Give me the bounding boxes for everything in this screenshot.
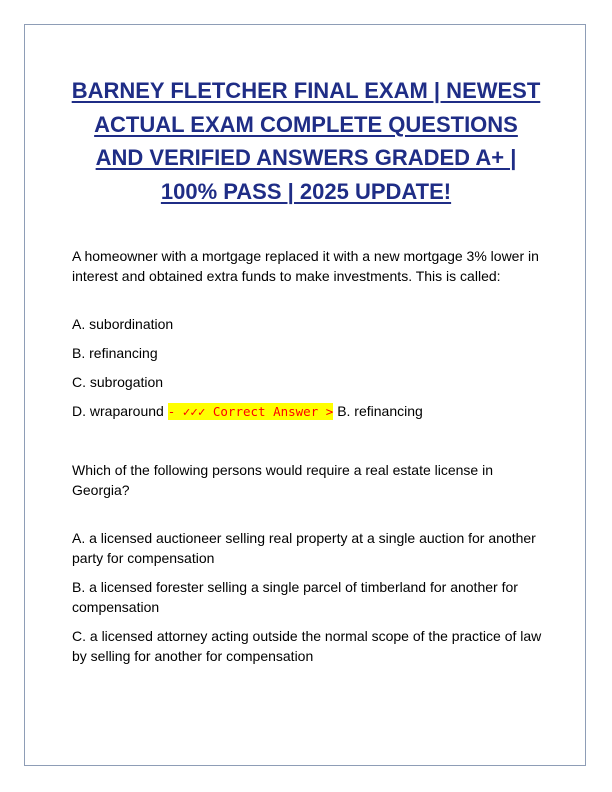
question-1-text: A homeowner with a mortgage replaced it with a new mortgage 3% lower in interest and obtained extra funds to make investments. This is called:: [72, 248, 539, 284]
question-1-option-d: D. wraparound: [72, 403, 164, 419]
question-2-option-a: A. a licensed auctioneer selling real property at a single auction for another party for compensation: [72, 530, 536, 566]
question-1-option-c: C. subrogation: [72, 374, 164, 390]
question-1-option-b: B. refinancing: [72, 345, 158, 361]
correct-answer-tag: - ✓✓✓ Correct Answer >: [167, 404, 334, 419]
correct-answer-value: B. refinancing: [337, 403, 423, 419]
question-1-option-d-line: [72, 401, 550, 422]
document-body: [72, 246, 550, 675]
question-1-option-a: A. subordination: [72, 316, 174, 332]
question-2-option-c: C. a licensed attorney acting outside the normal scope of the practice of law by selling for another for compensation: [72, 628, 542, 664]
document-title: BARNEY FLETCHER FINAL EXAM | NEWEST ACTUAL EXAM COMPLETE QUESTIONS AND VERIFIED ANSWERS GRADED A+ | 100% PASS | 2025 UPDATE!: [71, 78, 541, 204]
question-2-option-b: B. a licensed forester selling a single parcel of timberland for another for compensation: [72, 579, 518, 615]
question-2-text: Which of the following persons would require a real estate license in Georgia?: [72, 462, 494, 498]
